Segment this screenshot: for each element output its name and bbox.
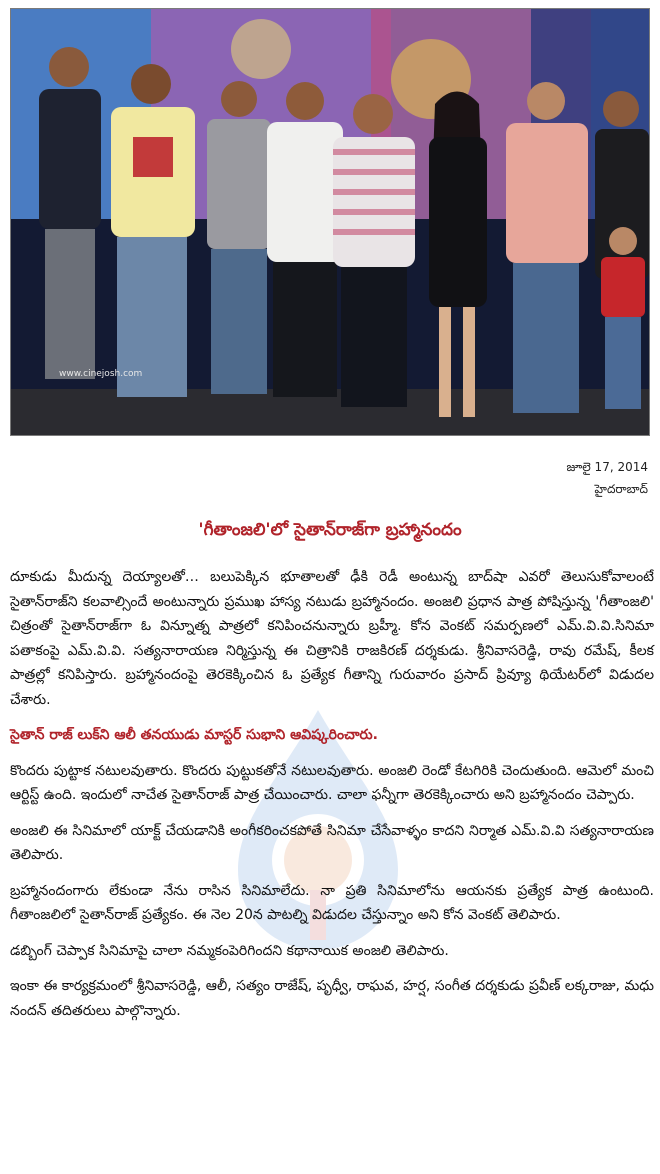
article-subheading: సైతాన్ రాజ్ లుక్‌ని ఆలీ తనయుడు మాస్టర్ సుభాని ఆవిష్కరించారు.	[10, 727, 378, 743]
article-date: జూలై 17, 2014	[566, 460, 648, 474]
article-body	[10, 565, 654, 1034]
article-paragraph-4: బ్రహ్మానందంగారు లేకుండా నేను రాసిన సినిమాలేదు. నా ప్రతి సినిమాలోను ఆయనకు ప్రత్యేక పాత్ర ఉంటుంది. గీతాంజలిలో సైతాన్‌రాజ్ ప్రత్యేకం. ఈ నెల 20న పాటల్ని విడుదల చేస్తున్నాం అని కోన వెంకట్ తెలిపారు.	[10, 882, 654, 923]
article-paragraph-2: కొందరు పుట్టాక నటులవుతారు. కొందరు పుట్టుకతోనే నటులవుతారు. అంజలి రెండో కేటగిరికి చెందుతుంది. ఆమెలో మంచి ఆర్టిస్ట్ ఉంది. ఇందులో నాచేత సైతాన్‌రాజ్ పాత్ర చేయించారు. చాలా ఫన్నీగా తెరకెక్కించారు అని బ్రహ్మానందం చెప్పారు.	[10, 762, 654, 803]
article-paragraph-1: దూకుడు మీదున్న దెయ్యాలతో… బలుపెక్కిన భూతాలతో ఢీకి రెడీ అంటున్న బాద్‌షా ఎవరో తెలుసుకోవాలంటే సైతాన్‌రాజ్‌ని కలవాల్సిందే అంటున్నారు ప్రముఖ హాస్య నటుడు బ్రహ్మానందం. అంజలి ప్రధాన పాత్ర పోషిస్తున్న 'గీతాంజలి' చిత్రంతో సైతాన్‌రాజ్‌గా ఓ విన్నూత్న పాత్రలో కనిపించనున్నారు బ్రహ్మీ. కోన వెంకట్ సమర్పణలో ఎమ్.వి.వి.సినిమా పతాకంపై ఎమ్.వి.వి. సత్యనారాయణ నిర్మిస్తున్న ఈ చిత్రానికి రాజకిరణ్ దర్శకుడు. శ్రీనివాసరెడ్డి, రావు రమేష్, కీలక పాత్రల్లో కనిపిస్తారు. బ్రహ్మానందంపై తెరకెక్కించిన ఓ ప్రత్యేక గీతాన్ని గురువారం ప్రసాద్ ప్రివ్యూ థియేటర్‌లో విడుదల చేశారు.	[10, 569, 654, 708]
event-photo	[10, 8, 650, 436]
article-paragraph-3: అంజలి ఈ సినిమాలో యాక్ట్ చేయడానికి అంగీకరించకపోతే సినిమా చేసేవాళ్ళం కాదని నిర్మాత ఎమ్.వి.వి సత్యనారాయణ తెలిపారు.	[10, 822, 654, 863]
article-place: హైదరాబాద్	[594, 482, 648, 496]
article-paragraph-5: డబ్బింగ్ చెప్పాక సినిమాపై చాలా నమ్మకంపెరిగిందని కథానాయిక అంజలి తెలిపారు.	[10, 942, 449, 959]
article-headline: 'గీతాంజలి'లో సైతాన్‌రాజ్‌గా బ్రహ్మానందం	[198, 520, 462, 540]
photo-watermark: www.cinejosh.com	[59, 369, 143, 379]
article-paragraph-6: ఇంకా ఈ కార్యక్రమంలో శ్రీనివాసరెడ్డి, ఆలీ, సత్యం రాజేష్, పృధ్వీ, రాఘవ, హర్ష, సంగీత దర్శకుడు ప్రవీణ్ లక్కరాజు, మధు నందన్ తదితరులు పాల్గొన్నారు.	[10, 978, 654, 1019]
dateline	[566, 456, 648, 500]
